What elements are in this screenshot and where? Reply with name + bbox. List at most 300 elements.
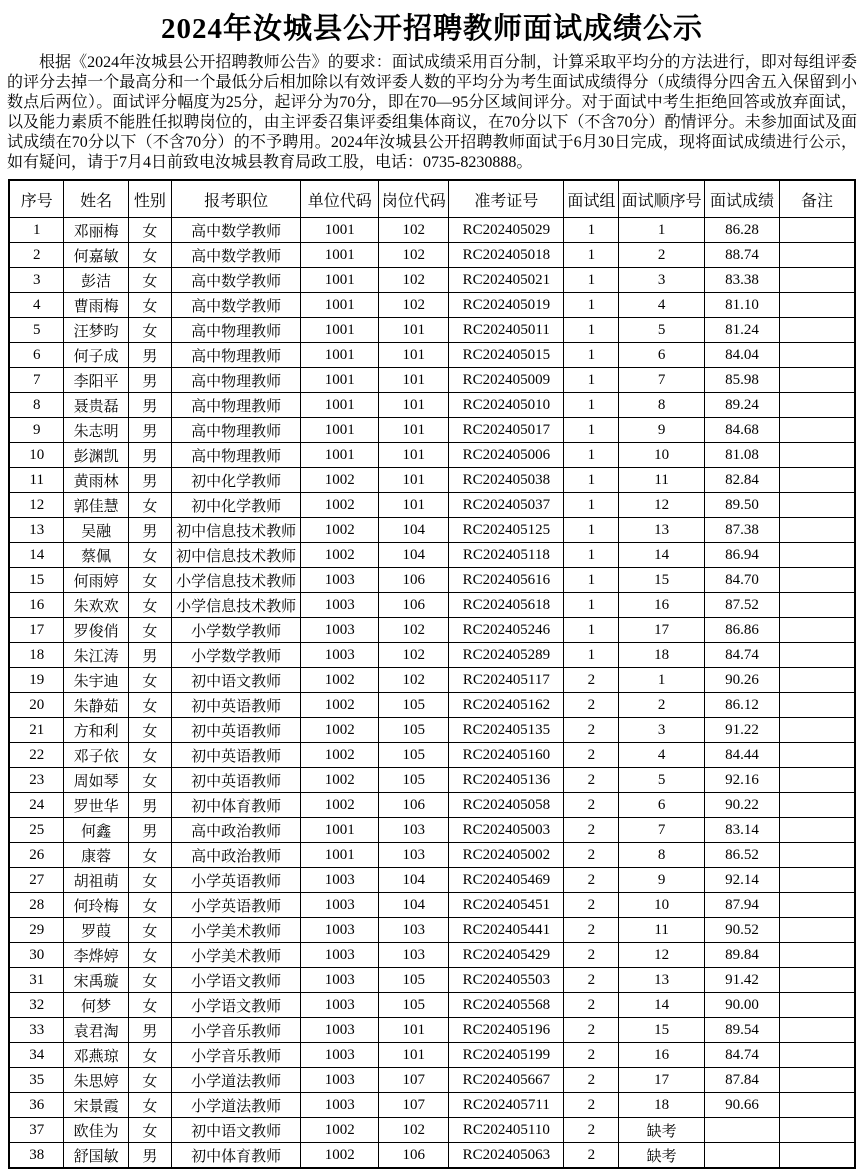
cell-index: 9 bbox=[9, 418, 64, 443]
column-header-position: 报考职位 bbox=[171, 180, 300, 218]
cell-remark bbox=[780, 493, 855, 518]
cell-interview-order: 缺考 bbox=[619, 1143, 704, 1169]
cell-gender: 女 bbox=[128, 293, 171, 318]
cell-gender: 男 bbox=[128, 393, 171, 418]
cell-interview-score: 86.12 bbox=[704, 693, 779, 718]
cell-exam-number: RC202405003 bbox=[449, 818, 564, 843]
cell-unit-code: 1003 bbox=[301, 1043, 379, 1068]
cell-post-code: 107 bbox=[379, 1068, 449, 1093]
cell-index: 32 bbox=[9, 993, 64, 1018]
cell-post-code: 101 bbox=[379, 1018, 449, 1043]
cell-name: 黄雨林 bbox=[64, 468, 128, 493]
cell-name: 聂贵磊 bbox=[64, 393, 128, 418]
cell-gender: 男 bbox=[128, 1143, 171, 1169]
cell-interview-group: 1 bbox=[564, 343, 619, 368]
cell-position: 小学语文教师 bbox=[171, 993, 300, 1018]
cell-gender: 女 bbox=[128, 1093, 171, 1118]
cell-interview-score: 84.74 bbox=[704, 643, 779, 668]
table-row bbox=[9, 418, 855, 443]
cell-post-code: 102 bbox=[379, 618, 449, 643]
cell-post-code: 101 bbox=[379, 418, 449, 443]
cell-interview-group: 1 bbox=[564, 268, 619, 293]
cell-index: 37 bbox=[9, 1118, 64, 1143]
table-row bbox=[9, 393, 855, 418]
cell-remark bbox=[780, 943, 855, 968]
cell-gender: 男 bbox=[128, 418, 171, 443]
table-row bbox=[9, 718, 855, 743]
cell-interview-group: 1 bbox=[564, 418, 619, 443]
cell-post-code: 102 bbox=[379, 668, 449, 693]
cell-unit-code: 1003 bbox=[301, 568, 379, 593]
cell-post-code: 105 bbox=[379, 993, 449, 1018]
cell-unit-code: 1003 bbox=[301, 1093, 379, 1118]
cell-remark bbox=[780, 893, 855, 918]
cell-position: 初中化学教师 bbox=[171, 493, 300, 518]
cell-index: 7 bbox=[9, 368, 64, 393]
table-row bbox=[9, 1093, 855, 1118]
cell-remark bbox=[780, 443, 855, 468]
cell-interview-group: 2 bbox=[564, 1118, 619, 1143]
cell-interview-order: 4 bbox=[619, 293, 704, 318]
cell-interview-score: 83.14 bbox=[704, 818, 779, 843]
cell-interview-order: 6 bbox=[619, 793, 704, 818]
table-row bbox=[9, 1118, 855, 1143]
cell-unit-code: 1002 bbox=[301, 693, 379, 718]
cell-index: 4 bbox=[9, 293, 64, 318]
cell-gender: 女 bbox=[128, 768, 171, 793]
cell-interview-group: 2 bbox=[564, 993, 619, 1018]
table-row bbox=[9, 443, 855, 468]
cell-interview-score: 89.54 bbox=[704, 1018, 779, 1043]
cell-name: 朱欢欢 bbox=[64, 593, 128, 618]
cell-post-code: 103 bbox=[379, 918, 449, 943]
cell-post-code: 101 bbox=[379, 368, 449, 393]
table-row bbox=[9, 1043, 855, 1068]
cell-unit-code: 1003 bbox=[301, 968, 379, 993]
cell-remark bbox=[780, 693, 855, 718]
cell-post-code: 101 bbox=[379, 443, 449, 468]
cell-interview-score: 90.52 bbox=[704, 918, 779, 943]
cell-unit-code: 1002 bbox=[301, 468, 379, 493]
cell-interview-order: 11 bbox=[619, 918, 704, 943]
cell-position: 高中政治教师 bbox=[171, 843, 300, 868]
cell-position: 初中英语教师 bbox=[171, 718, 300, 743]
cell-position: 初中英语教师 bbox=[171, 743, 300, 768]
cell-remark bbox=[780, 368, 855, 393]
column-header-gender: 性别 bbox=[128, 180, 171, 218]
cell-exam-number: RC202405711 bbox=[449, 1093, 564, 1118]
cell-post-code: 104 bbox=[379, 868, 449, 893]
cell-index: 19 bbox=[9, 668, 64, 693]
cell-exam-number: RC202405162 bbox=[449, 693, 564, 718]
cell-position: 初中语文教师 bbox=[171, 1118, 300, 1143]
cell-name: 彭渊凯 bbox=[64, 443, 128, 468]
cell-interview-order: 4 bbox=[619, 743, 704, 768]
cell-remark bbox=[780, 618, 855, 643]
cell-interview-score: 90.66 bbox=[704, 1093, 779, 1118]
cell-name: 胡祖萌 bbox=[64, 868, 128, 893]
table-row bbox=[9, 593, 855, 618]
cell-remark bbox=[780, 243, 855, 268]
cell-gender: 男 bbox=[128, 468, 171, 493]
table-row bbox=[9, 793, 855, 818]
cell-interview-group: 2 bbox=[564, 1068, 619, 1093]
cell-index: 15 bbox=[9, 568, 64, 593]
cell-interview-score bbox=[704, 1118, 779, 1143]
table-row bbox=[9, 968, 855, 993]
cell-unit-code: 1001 bbox=[301, 218, 379, 243]
cell-position: 高中数学教师 bbox=[171, 218, 300, 243]
cell-position: 小学音乐教师 bbox=[171, 1043, 300, 1068]
cell-unit-code: 1001 bbox=[301, 318, 379, 343]
cell-unit-code: 1001 bbox=[301, 293, 379, 318]
cell-interview-order: 11 bbox=[619, 468, 704, 493]
cell-index: 14 bbox=[9, 543, 64, 568]
cell-unit-code: 1001 bbox=[301, 843, 379, 868]
cell-post-code: 104 bbox=[379, 518, 449, 543]
cell-name: 何嘉敏 bbox=[64, 243, 128, 268]
cell-interview-group: 2 bbox=[564, 1143, 619, 1169]
cell-index: 38 bbox=[9, 1143, 64, 1169]
cell-post-code: 104 bbox=[379, 543, 449, 568]
cell-interview-order: 7 bbox=[619, 368, 704, 393]
cell-gender: 男 bbox=[128, 793, 171, 818]
cell-remark bbox=[780, 393, 855, 418]
cell-index: 36 bbox=[9, 1093, 64, 1118]
cell-interview-group: 2 bbox=[564, 768, 619, 793]
cell-interview-order: 9 bbox=[619, 418, 704, 443]
cell-position: 高中数学教师 bbox=[171, 293, 300, 318]
cell-remark bbox=[780, 418, 855, 443]
cell-gender: 女 bbox=[128, 268, 171, 293]
cell-unit-code: 1002 bbox=[301, 743, 379, 768]
cell-index: 12 bbox=[9, 493, 64, 518]
cell-interview-group: 2 bbox=[564, 793, 619, 818]
column-header-remark: 备注 bbox=[780, 180, 855, 218]
cell-index: 29 bbox=[9, 918, 64, 943]
cell-interview-group: 2 bbox=[564, 668, 619, 693]
cell-interview-group: 2 bbox=[564, 743, 619, 768]
cell-position: 小学数学教师 bbox=[171, 618, 300, 643]
cell-name: 宋景霞 bbox=[64, 1093, 128, 1118]
cell-exam-number: RC202405125 bbox=[449, 518, 564, 543]
cell-remark bbox=[780, 1018, 855, 1043]
table-row bbox=[9, 568, 855, 593]
cell-exam-number: RC202405017 bbox=[449, 418, 564, 443]
cell-post-code: 106 bbox=[379, 1143, 449, 1169]
cell-remark bbox=[780, 918, 855, 943]
cell-gender: 女 bbox=[128, 668, 171, 693]
cell-interview-score: 84.68 bbox=[704, 418, 779, 443]
cell-interview-group: 2 bbox=[564, 1018, 619, 1043]
cell-interview-order: 9 bbox=[619, 868, 704, 893]
cell-position: 高中物理教师 bbox=[171, 393, 300, 418]
cell-gender: 男 bbox=[128, 443, 171, 468]
cell-remark bbox=[780, 793, 855, 818]
cell-exam-number: RC202405011 bbox=[449, 318, 564, 343]
table-row bbox=[9, 1068, 855, 1093]
cell-position: 初中英语教师 bbox=[171, 693, 300, 718]
cell-unit-code: 1002 bbox=[301, 793, 379, 818]
cell-interview-score: 81.10 bbox=[704, 293, 779, 318]
cell-post-code: 102 bbox=[379, 243, 449, 268]
cell-interview-group: 1 bbox=[564, 493, 619, 518]
cell-interview-order: 2 bbox=[619, 243, 704, 268]
cell-unit-code: 1002 bbox=[301, 768, 379, 793]
cell-name: 朱思婷 bbox=[64, 1068, 128, 1093]
cell-interview-order: 15 bbox=[619, 568, 704, 593]
cell-interview-order: 18 bbox=[619, 1093, 704, 1118]
cell-unit-code: 1003 bbox=[301, 1068, 379, 1093]
cell-position: 小学英语教师 bbox=[171, 893, 300, 918]
cell-interview-group: 2 bbox=[564, 1043, 619, 1068]
cell-remark bbox=[780, 668, 855, 693]
cell-gender: 女 bbox=[128, 218, 171, 243]
cell-interview-score: 89.24 bbox=[704, 393, 779, 418]
cell-position: 初中信息技术教师 bbox=[171, 543, 300, 568]
cell-gender: 女 bbox=[128, 993, 171, 1018]
cell-index: 22 bbox=[9, 743, 64, 768]
cell-unit-code: 1003 bbox=[301, 993, 379, 1018]
cell-index: 27 bbox=[9, 868, 64, 893]
column-header-interview-score: 面试成绩 bbox=[704, 180, 779, 218]
cell-interview-group: 1 bbox=[564, 393, 619, 418]
cell-name: 何雨婷 bbox=[64, 568, 128, 593]
cell-unit-code: 1003 bbox=[301, 893, 379, 918]
table-row bbox=[9, 643, 855, 668]
cell-exam-number: RC202405667 bbox=[449, 1068, 564, 1093]
cell-post-code: 101 bbox=[379, 393, 449, 418]
cell-position: 高中物理教师 bbox=[171, 443, 300, 468]
cell-gender: 女 bbox=[128, 318, 171, 343]
cell-interview-order: 10 bbox=[619, 443, 704, 468]
table-row bbox=[9, 943, 855, 968]
cell-unit-code: 1002 bbox=[301, 493, 379, 518]
cell-gender: 女 bbox=[128, 868, 171, 893]
cell-name: 朱宇迪 bbox=[64, 668, 128, 693]
table-row bbox=[9, 868, 855, 893]
cell-interview-order: 缺考 bbox=[619, 1118, 704, 1143]
cell-post-code: 105 bbox=[379, 743, 449, 768]
cell-gender: 女 bbox=[128, 593, 171, 618]
cell-remark bbox=[780, 1118, 855, 1143]
cell-exam-number: RC202405196 bbox=[449, 1018, 564, 1043]
cell-index: 34 bbox=[9, 1043, 64, 1068]
cell-exam-number: RC202405117 bbox=[449, 668, 564, 693]
cell-interview-score: 92.16 bbox=[704, 768, 779, 793]
cell-index: 8 bbox=[9, 393, 64, 418]
cell-unit-code: 1002 bbox=[301, 718, 379, 743]
cell-post-code: 103 bbox=[379, 943, 449, 968]
cell-exam-number: RC202405199 bbox=[449, 1043, 564, 1068]
cell-unit-code: 1003 bbox=[301, 918, 379, 943]
cell-interview-score: 89.50 bbox=[704, 493, 779, 518]
cell-name: 宋禹璇 bbox=[64, 968, 128, 993]
results-table-body bbox=[9, 218, 855, 1169]
cell-exam-number: RC202405110 bbox=[449, 1118, 564, 1143]
cell-unit-code: 1002 bbox=[301, 1143, 379, 1169]
cell-gender: 女 bbox=[128, 618, 171, 643]
cell-exam-number: RC202405118 bbox=[449, 543, 564, 568]
cell-unit-code: 1001 bbox=[301, 343, 379, 368]
cell-unit-code: 1001 bbox=[301, 368, 379, 393]
cell-index: 31 bbox=[9, 968, 64, 993]
cell-interview-group: 2 bbox=[564, 843, 619, 868]
cell-interview-order: 8 bbox=[619, 843, 704, 868]
cell-position: 小学音乐教师 bbox=[171, 1018, 300, 1043]
cell-interview-score: 87.84 bbox=[704, 1068, 779, 1093]
cell-post-code: 102 bbox=[379, 218, 449, 243]
cell-exam-number: RC202405441 bbox=[449, 918, 564, 943]
cell-name: 何梦 bbox=[64, 993, 128, 1018]
table-row bbox=[9, 618, 855, 643]
cell-position: 高中物理教师 bbox=[171, 343, 300, 368]
table-row bbox=[9, 268, 855, 293]
cell-interview-group: 1 bbox=[564, 318, 619, 343]
cell-unit-code: 1001 bbox=[301, 418, 379, 443]
cell-index: 30 bbox=[9, 943, 64, 968]
cell-gender: 男 bbox=[128, 518, 171, 543]
cell-name: 曹雨梅 bbox=[64, 293, 128, 318]
cell-interview-score: 84.74 bbox=[704, 1043, 779, 1068]
cell-exam-number: RC202405469 bbox=[449, 868, 564, 893]
cell-name: 李阳平 bbox=[64, 368, 128, 393]
cell-name: 袁君淘 bbox=[64, 1018, 128, 1043]
cell-position: 小学美术教师 bbox=[171, 943, 300, 968]
cell-gender: 女 bbox=[128, 543, 171, 568]
cell-remark bbox=[780, 293, 855, 318]
table-row bbox=[9, 743, 855, 768]
cell-interview-group: 1 bbox=[564, 218, 619, 243]
cell-unit-code: 1002 bbox=[301, 543, 379, 568]
cell-interview-score: 87.52 bbox=[704, 593, 779, 618]
cell-remark bbox=[780, 768, 855, 793]
cell-index: 23 bbox=[9, 768, 64, 793]
cell-name: 吴融 bbox=[64, 518, 128, 543]
cell-interview-group: 1 bbox=[564, 243, 619, 268]
cell-post-code: 103 bbox=[379, 843, 449, 868]
cell-index: 5 bbox=[9, 318, 64, 343]
table-row bbox=[9, 493, 855, 518]
cell-exam-number: RC202405038 bbox=[449, 468, 564, 493]
cell-gender: 女 bbox=[128, 718, 171, 743]
cell-exam-number: RC202405289 bbox=[449, 643, 564, 668]
cell-position: 小学英语教师 bbox=[171, 868, 300, 893]
cell-post-code: 107 bbox=[379, 1093, 449, 1118]
cell-post-code: 105 bbox=[379, 693, 449, 718]
cell-index: 20 bbox=[9, 693, 64, 718]
cell-name: 康蓉 bbox=[64, 843, 128, 868]
cell-interview-group: 2 bbox=[564, 818, 619, 843]
cell-name: 周如琴 bbox=[64, 768, 128, 793]
cell-exam-number: RC202405618 bbox=[449, 593, 564, 618]
cell-exam-number: RC202405009 bbox=[449, 368, 564, 393]
cell-position: 初中体育教师 bbox=[171, 1143, 300, 1169]
cell-position: 小学信息技术教师 bbox=[171, 568, 300, 593]
cell-interview-order: 16 bbox=[619, 593, 704, 618]
cell-unit-code: 1003 bbox=[301, 643, 379, 668]
cell-position: 小学数学教师 bbox=[171, 643, 300, 668]
cell-post-code: 102 bbox=[379, 643, 449, 668]
cell-interview-order: 6 bbox=[619, 343, 704, 368]
cell-name: 汪梦昀 bbox=[64, 318, 128, 343]
cell-interview-score bbox=[704, 1143, 779, 1169]
cell-interview-order: 1 bbox=[619, 668, 704, 693]
column-header-index: 序号 bbox=[9, 180, 64, 218]
cell-interview-score: 84.44 bbox=[704, 743, 779, 768]
cell-interview-score: 87.94 bbox=[704, 893, 779, 918]
cell-interview-group: 2 bbox=[564, 718, 619, 743]
cell-index: 17 bbox=[9, 618, 64, 643]
cell-exam-number: RC202405037 bbox=[449, 493, 564, 518]
cell-gender: 女 bbox=[128, 243, 171, 268]
column-header-interview-group: 面试组 bbox=[564, 180, 619, 218]
cell-index: 16 bbox=[9, 593, 64, 618]
table-row bbox=[9, 918, 855, 943]
cell-gender: 男 bbox=[128, 1018, 171, 1043]
cell-unit-code: 1002 bbox=[301, 668, 379, 693]
cell-interview-group: 2 bbox=[564, 893, 619, 918]
table-row bbox=[9, 468, 855, 493]
cell-remark bbox=[780, 318, 855, 343]
cell-interview-order: 5 bbox=[619, 318, 704, 343]
cell-exam-number: RC202405616 bbox=[449, 568, 564, 593]
cell-exam-number: RC202405015 bbox=[449, 343, 564, 368]
cell-post-code: 101 bbox=[379, 318, 449, 343]
cell-post-code: 106 bbox=[379, 568, 449, 593]
cell-index: 24 bbox=[9, 793, 64, 818]
cell-interview-order: 1 bbox=[619, 218, 704, 243]
cell-name: 邓丽梅 bbox=[64, 218, 128, 243]
cell-index: 1 bbox=[9, 218, 64, 243]
interview-results-table bbox=[8, 179, 856, 1169]
cell-interview-score: 87.38 bbox=[704, 518, 779, 543]
cell-remark bbox=[780, 868, 855, 893]
intro-paragraph: 根据《2024年汝城县公开招聘教师公告》的要求：面试成绩采用百分制，计算采取平均分的方法进行，即对每组评委的评分去掉一个最高分和一个最低分后相加除以有效评委人数的平均分为考生面试成绩得分（成绩得分四舍五入保留到小数点后两位）。面试评分幅度为25分，起评分为70分，即在70—95分区域间评分。对于面试中考生拒绝回答或放弃面试，以及能力素质不能胜任拟聘岗位的，由主评委召集评委组集体商议，在70分以下（不含70分）酌情评分。未参加面试及面试成绩在70分以下（不含70分）的不予聘用。2024年汝城县公开招聘教师面试于6月30日完成，现将面试成绩进行公示，如有疑问，请于7月4日前致电汝城县教育局政工股，电话：0735-8230888。 bbox=[7, 54, 857, 171]
cell-remark bbox=[780, 593, 855, 618]
table-row bbox=[9, 243, 855, 268]
cell-remark bbox=[780, 718, 855, 743]
cell-exam-number: RC202405058 bbox=[449, 793, 564, 818]
cell-position: 高中物理教师 bbox=[171, 418, 300, 443]
cell-interview-score: 88.74 bbox=[704, 243, 779, 268]
cell-unit-code: 1003 bbox=[301, 618, 379, 643]
cell-exam-number: RC202405063 bbox=[449, 1143, 564, 1169]
cell-index: 13 bbox=[9, 518, 64, 543]
cell-gender: 女 bbox=[128, 1043, 171, 1068]
cell-interview-order: 7 bbox=[619, 818, 704, 843]
cell-index: 2 bbox=[9, 243, 64, 268]
cell-unit-code: 1003 bbox=[301, 943, 379, 968]
cell-name: 朱江涛 bbox=[64, 643, 128, 668]
cell-name: 罗世华 bbox=[64, 793, 128, 818]
cell-interview-group: 1 bbox=[564, 468, 619, 493]
table-row bbox=[9, 518, 855, 543]
table-header-row bbox=[9, 180, 855, 218]
column-header-exam-number: 准考证号 bbox=[449, 180, 564, 218]
cell-post-code: 101 bbox=[379, 1043, 449, 1068]
cell-interview-order: 17 bbox=[619, 1068, 704, 1093]
cell-interview-group: 2 bbox=[564, 693, 619, 718]
cell-gender: 女 bbox=[128, 1118, 171, 1143]
table-row bbox=[9, 543, 855, 568]
cell-remark bbox=[780, 743, 855, 768]
cell-unit-code: 1003 bbox=[301, 868, 379, 893]
cell-name: 何玲梅 bbox=[64, 893, 128, 918]
cell-name: 舒国敏 bbox=[64, 1143, 128, 1169]
table-row bbox=[9, 843, 855, 868]
cell-post-code: 104 bbox=[379, 893, 449, 918]
